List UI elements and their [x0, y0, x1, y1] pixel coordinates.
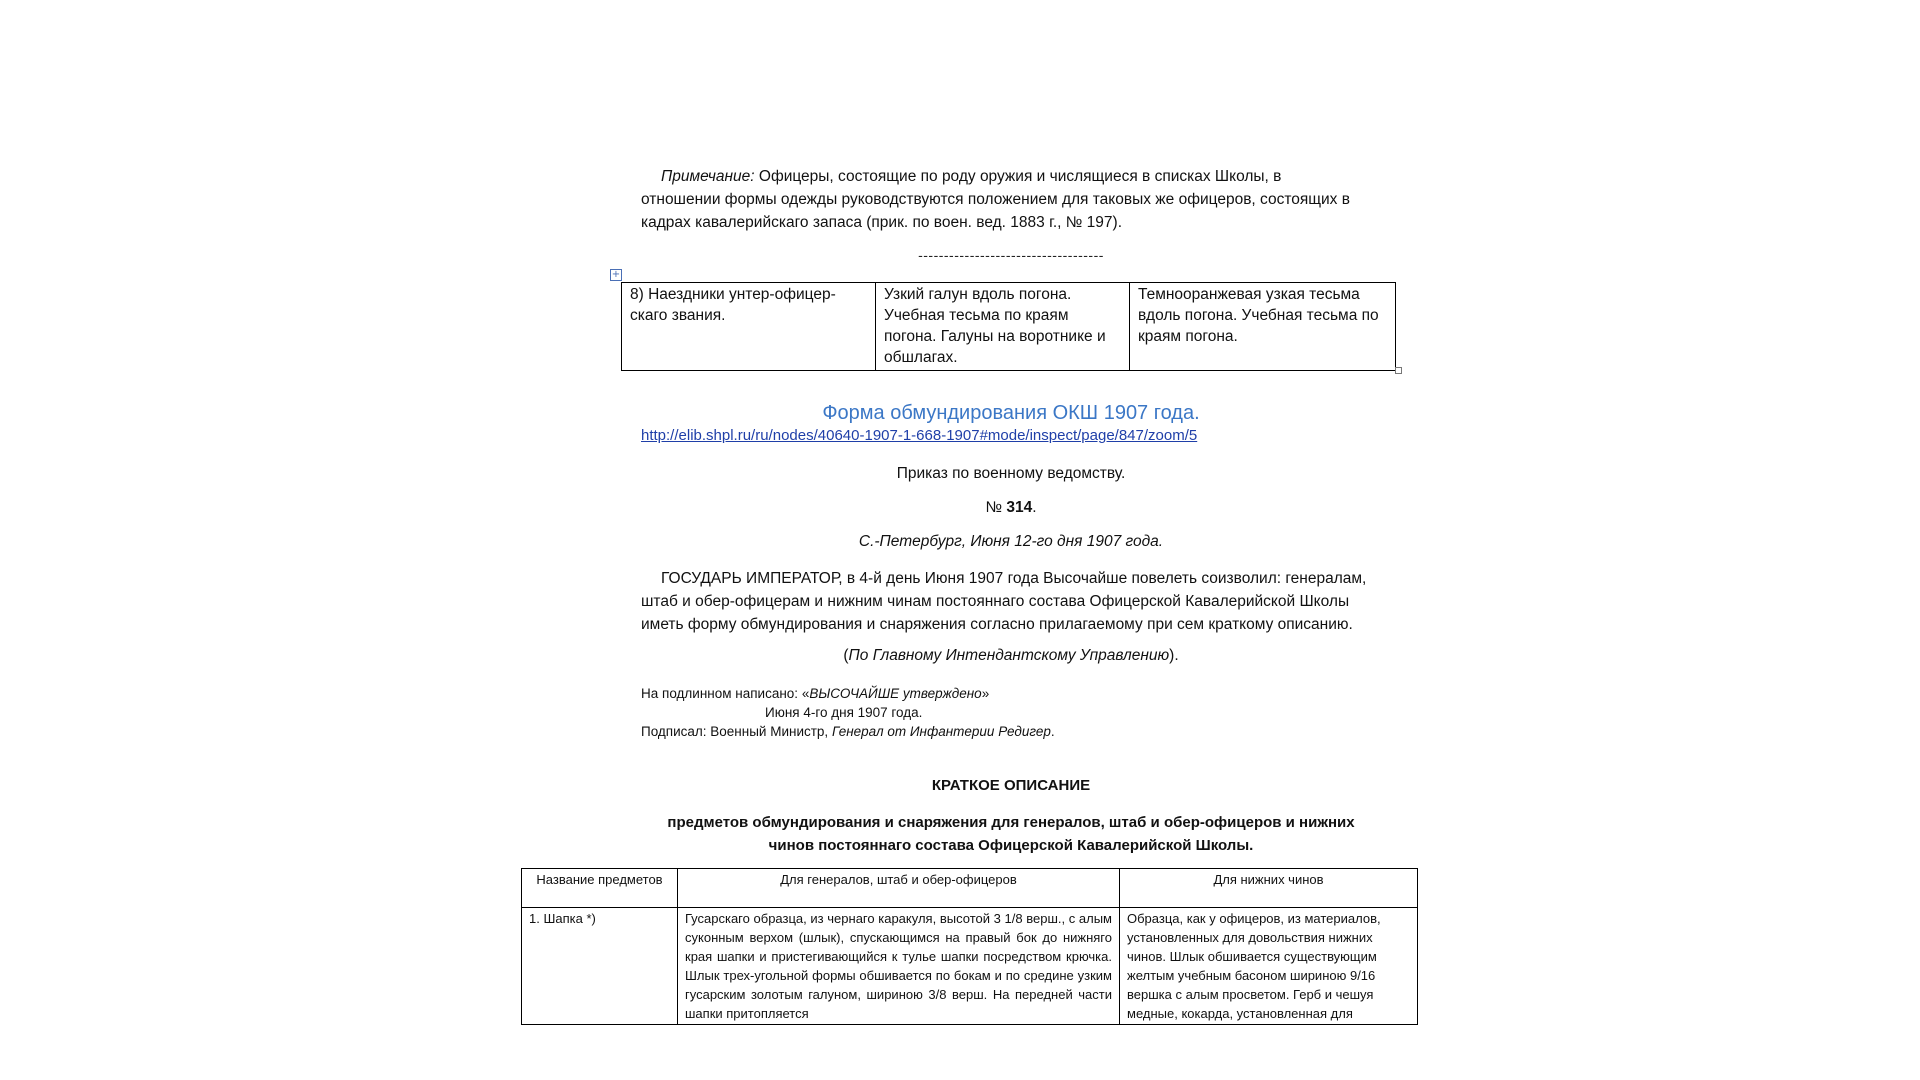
header-lower-ranks: Для нижних чинов: [1120, 869, 1418, 908]
order-body-line-2: штаб и обер-офицерам и нижним чинам постояннаго состава Офицерской Кавалерийской Школы: [641, 593, 1350, 610]
table-header-row: [522, 869, 1418, 908]
header-officers: Для генералов, штаб и обер-офицеров: [678, 869, 1120, 908]
signed-prefix: Подписал: Военный Министр,: [641, 724, 832, 739]
note-label: Примечание:: [661, 168, 755, 185]
brief-title: КРАТКОЕ ОПИСАНИЕ: [931, 777, 1091, 794]
source-link[interactable]: http://elib.shpl.ru/ru/nodes/40640-1907-1-668-1907#mode/inspect/page/847/zoom/5: [641, 427, 1198, 444]
order-number-suffix: .: [1032, 499, 1037, 516]
uniform-description-table: [521, 868, 1418, 1025]
brief-subtitle-line-1: предметов обмундирования и снаряжения для генералов, штаб и обер-офицеров и нижних: [667, 814, 1355, 831]
signature-line: [641, 724, 1055, 739]
table-cell-officers: Узкий галун вдоль погона. Учебная тесьма по краям погона. Галуны на воротнике и обшлагах.: [876, 283, 1130, 371]
order-number-value: 314: [1006, 499, 1033, 516]
orig-prefix: На подлинном написано: «: [641, 686, 810, 701]
order-number-prefix: №: [985, 499, 1007, 516]
order-place-date: С.-Петербург, Июня 12-го дня 1907 года.: [858, 533, 1164, 550]
header-item-name: Название предметов: [522, 869, 678, 908]
rank-insignia-table: [621, 282, 1396, 371]
section-heading: Форма обмундирования ОКШ 1907 года.: [822, 402, 1200, 424]
row-item-name: 1. Шапка *): [522, 908, 678, 1025]
signed-suffix: .: [1050, 724, 1055, 739]
row-officers-text: Гусарскаго образца, из чернаго каракуля, высотой 3 1/8 верш., с алым суконным верхом (шлык), спускающимся на правый бок до нижняго края шапки и пристегивающийся к тулье шапки посредством крючка. Шлык трех-угольной формы обшивается по бокам и по срединe узким гусарским золотым галуном, шириною 3/8 верш. На передней части шапки притопляется: [678, 908, 1120, 1025]
signed-italic: Генерал от Инфантерии Редигер: [831, 724, 1051, 739]
order-body-line-3: иметь форму обмундирования и снаряжения согласно прилагаемому при сем краткому описанию.: [641, 616, 1353, 633]
order-body-line-1: ГОСУДАРЬ ИМПЕРАТОР, в 4-й день Июня 1907 года Высочайше повелеть соизволил: генералам,: [661, 570, 1367, 587]
table-resize-handle[interactable]: [1395, 367, 1402, 374]
separator-line: ------------------------------------: [918, 247, 1104, 263]
table-row: [622, 283, 1396, 371]
order-number: [641, 499, 1381, 517]
brief-subtitle-line-2: чинов постояннаго состава Офицерской Кавалерийской Школы.: [768, 837, 1254, 854]
page-bottom-clip: [0, 1028, 1920, 1080]
table-cell-lower: Темнооранжевая узкая тесьма вдоль погона. Учебная тесьма по краям погона.: [1130, 283, 1396, 371]
original-inscription: [641, 686, 989, 701]
row-lower-text: Образца, как у офицеров, из материалов, установленных для довольствия нижних чинов. Шлык обшивается существующим желтым учебным басоном шириною 9/16 вершка с алым просветом. Герб и чешуя медные, кокарда, установленная для: [1120, 908, 1418, 1025]
order-body: [641, 567, 1381, 636]
order-title: Приказ по военному ведомству.: [896, 465, 1126, 482]
note-line-3: кадрах кавалерийскаго запаса (прик. по воен. вед. 1883 г., № 197).: [641, 214, 1123, 231]
table-move-handle-icon[interactable]: +: [611, 269, 621, 280]
orig-italic: ВЫСОЧАЙШЕ утверждено: [809, 686, 982, 701]
intendant-text: По Главному Интендантскому Управлению: [848, 647, 1170, 664]
table-row: [522, 908, 1418, 1025]
brief-subtitle: [641, 811, 1381, 857]
intendant-note: (По Главному Интендантскому Управлению).: [843, 647, 1179, 664]
original-date: Июня 4-го дня 1907 года.: [765, 705, 923, 720]
note-line-1: Офицеры, состоящие по роду оружия и числящиеся в списках Школы, в: [754, 168, 1282, 185]
table-cell-rank: 8) Наездники унтер-офицер-скаго звания.: [622, 283, 876, 371]
orig-suffix: »: [981, 686, 990, 701]
note-line-2: отношении формы одежды руководствуются положением для таковых же офицеров, состоящих в: [641, 191, 1350, 208]
note-paragraph: [641, 165, 1381, 234]
